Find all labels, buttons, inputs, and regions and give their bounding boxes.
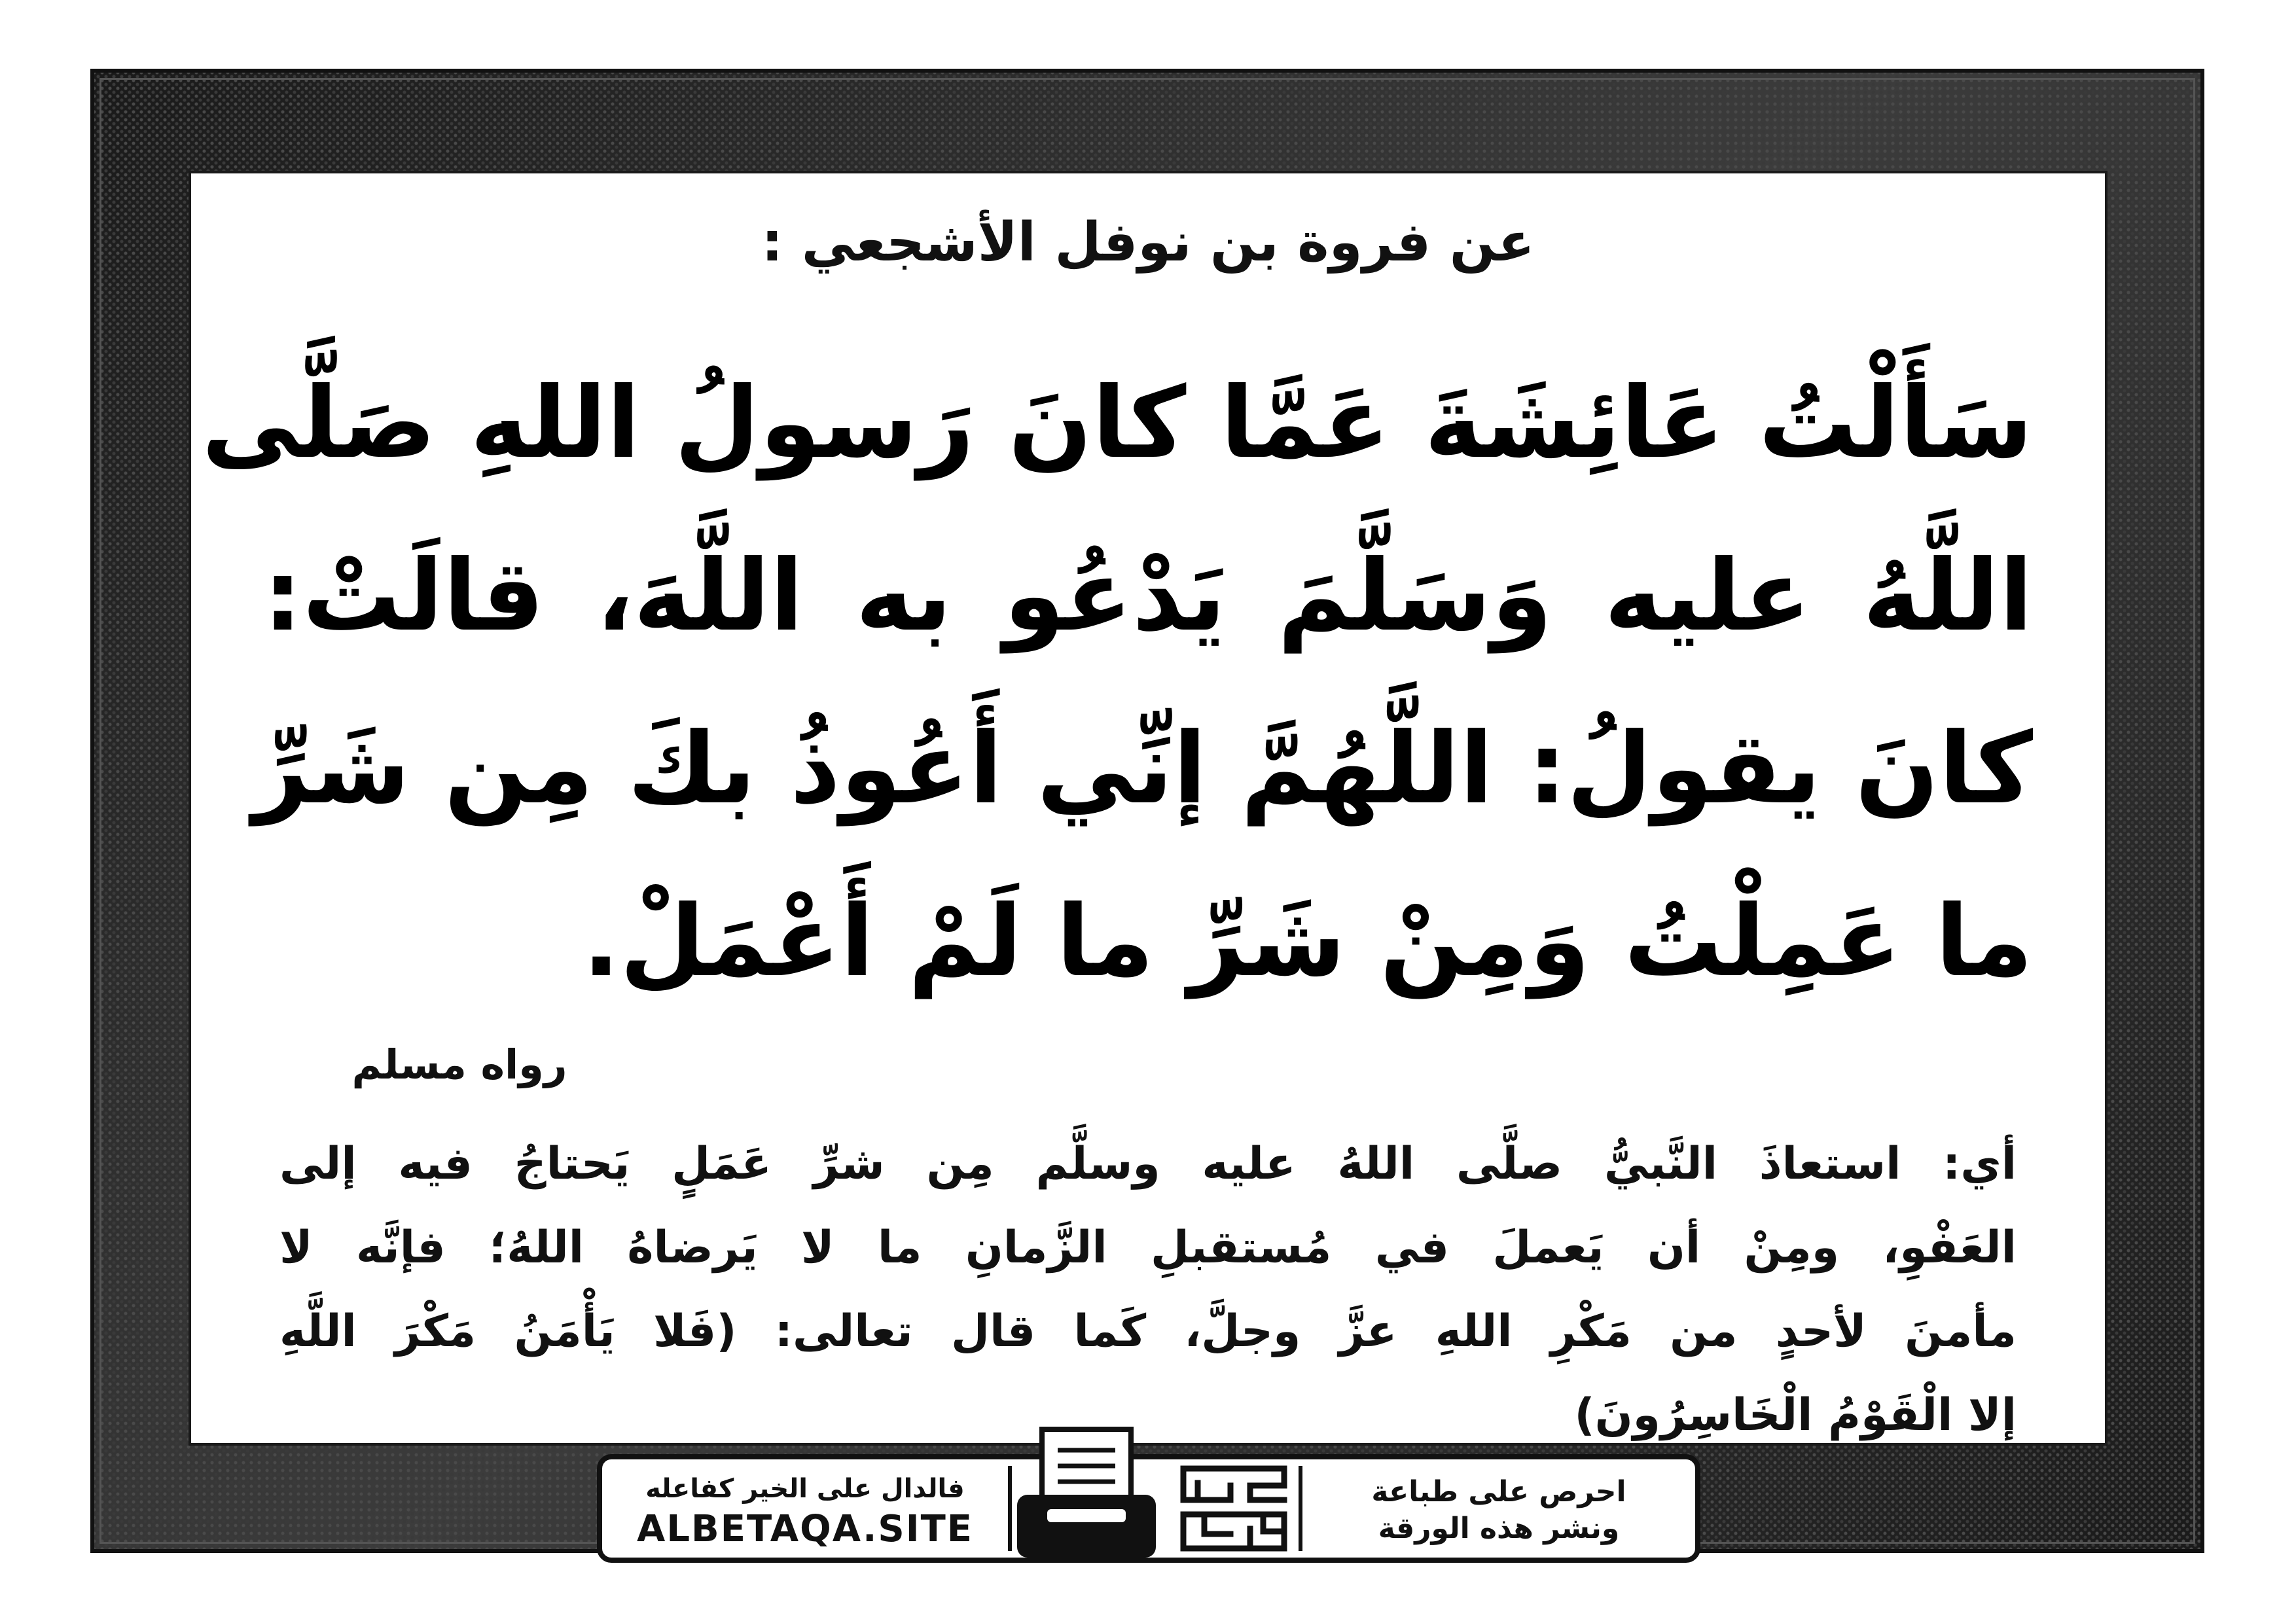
hadith-source: رواه مسلم <box>351 1041 567 1088</box>
explanation-line: مأمنَ لأحدٍ من مَكْرِ اللهِ عزَّ وجلَّ، كَما قال تعالى: (فَلا يَأْمَنُ مَكْرَ اللَّهِ <box>279 1306 2017 1357</box>
print-notice-line: احرص على طباعة <box>1371 1475 1626 1508</box>
hadith-line: ما عَمِلْتُ وَمِنْ شَرِّ ما لَمْ أَعْمَلْ. <box>583 885 2033 999</box>
logo-icon <box>1172 1459 1296 1558</box>
footer-divider <box>1299 1466 1302 1551</box>
hadith-line: اللَّهُ عليه وَسَلَّمَ يَدْعُو به اللَّهَ، قالَتْ: <box>263 539 2033 653</box>
narrator-heading: عن فروة بن نوفل الأشجعي : <box>761 211 1535 274</box>
printer-icon <box>1008 1423 1165 1573</box>
website-block <box>602 1459 1008 1558</box>
explanation-line: إلا الْقَوْمُ الْخَاسِرُونَ) <box>1574 1389 2017 1441</box>
explanation-line: العَفْوِ، ومِنْ أن يَعملَ في مُستقبلِ الزَّمانِ ما لا يَرضاهُ اللهُ؛ فإنَّه لا <box>279 1222 2017 1274</box>
hadith-line: كانَ يقولُ: اللَّهُمَّ إنِّي أَعُوذُ بكَ مِن شَرِّ <box>252 712 2033 826</box>
explanation-text <box>279 1122 2017 1457</box>
motto-text: فالدال على الخير كفاعله <box>645 1474 965 1504</box>
hadith-line: سَأَلْتُ عَائِشَةَ عَمَّا كانَ رَسولُ اللهِ صَلَّى <box>202 366 2033 480</box>
footer-bar <box>597 1454 1700 1563</box>
print-notice <box>1302 1459 1695 1558</box>
logo-graphic <box>1172 1459 1296 1558</box>
printer-graphic <box>1008 1423 1165 1573</box>
explanation-line: أي: استعاذَ النَّبيُّ صلَّى اللهُ عليه وسلَّم مِن شرِّ عَمَلٍ يَحتاجُ فيه إلى <box>279 1138 2017 1190</box>
content-panel <box>191 173 2105 1443</box>
website-link[interactable]: ALBETAQA.SITE <box>636 1508 974 1550</box>
print-notice-line: ونشر هذه الورقة <box>1378 1512 1620 1545</box>
hadith-text <box>202 337 2033 1028</box>
